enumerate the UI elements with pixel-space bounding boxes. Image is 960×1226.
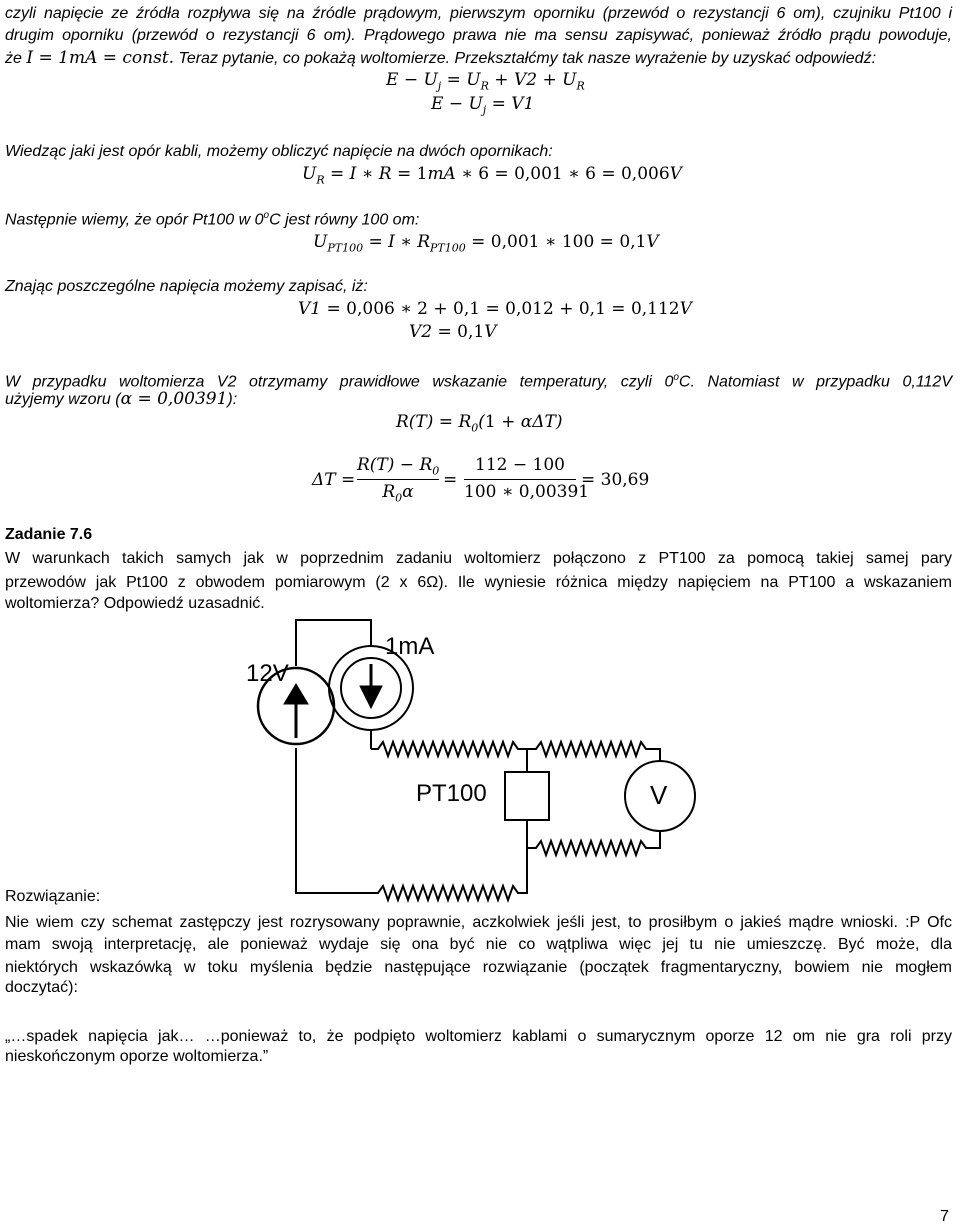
- equation-dt-result: = 30,69: [581, 470, 650, 490]
- solution-line-4: doczytać):: [5, 979, 78, 996]
- quote-line-2: nieskończonym oporze woltomierza.”: [5, 1048, 269, 1065]
- pt100-resistor: [505, 772, 549, 820]
- text-knowing: Znając poszczególne napięcia możemy zapisać, iż:: [5, 278, 368, 295]
- task-heading: Zadanie 7.6: [5, 526, 93, 543]
- text-voltmeter: W przypadku woltomierza V2 otrzymamy prawidłowe wskazanie temperatury, czyli 0$^o$C. Natomiast w przypadku 0,112V: [5, 372, 952, 391]
- equation-2: $E - U_j = V1$: [431, 94, 535, 117]
- task-line-2: przewodów jak Pt100 z obwodem pomiarowym (2 x 6Ω). Ile wyniesie różnica między napięciem na PT100 a wskazaniem: [5, 574, 952, 591]
- equation-dt-den1: $R_0\alpha$: [382, 482, 414, 505]
- wire-top: [296, 620, 371, 666]
- source-label: 12V: [246, 660, 289, 687]
- text-formula-intro: użyjemy wzoru (α = 0,00391):: [5, 389, 238, 409]
- solution-line-3: niektórych wskazówką w toku myślenia będzie następujące rozwiązanie (początek fragmentaryczny, bowiem nie mogłem: [5, 959, 952, 976]
- equals-sign: =: [443, 470, 458, 490]
- equation-v1: V1 = 0,006 ∗ 2 + 0,1 = 0,012 + 0,1 = 0,112V: [298, 299, 692, 319]
- equation-ur: $U_R = I$ ∗ R = 1mA ∗ 6 = 0,001 ∗ 6 = 0,006V: [302, 164, 682, 187]
- equation-upt100: $U_{PT100} = I$ ∗ $R_{PT100} = 0,001$ ∗ 100 = 0,1V: [313, 232, 659, 255]
- text-cables: Wiedząc jaki jest opór kabli, możemy obliczyć napięcie na dwóch opornikach:: [5, 143, 553, 160]
- intro-line-3: że I = 1mA = const. Teraz pytanie, co pokażą woltomierze. Przekształćmy tak nasze wyrażenie by uzyskać odpowiedź:: [5, 48, 877, 68]
- quote-line-1: „…spadek napięcia jak… …ponieważ to, że podpięto woltomierz kablami o sumarycznym oporze 12 om nie gra roli przy: [5, 1028, 952, 1045]
- equation-dt-den2: 100 ∗ 0,00391: [464, 482, 590, 502]
- text-pt100: Następnie wiemy, że opór Pt100 w 0$^o$C jest równy 100 om:: [5, 210, 420, 229]
- task-line-3: woltomierza? Odpowiedź uzasadnić.: [5, 595, 265, 612]
- solution-heading: Rozwiązanie:: [5, 888, 101, 905]
- sensor-label: PT100: [416, 780, 487, 807]
- page-number: 7: [940, 1208, 949, 1225]
- task-line-1: W warunkach takich samych jak w poprzednim zadaniu woltomierz połączono z PT100 za pomocą takiej samej pary: [5, 550, 952, 567]
- wire-coil-vm-top: [527, 742, 660, 761]
- wire-coil-bottom: [372, 848, 527, 900]
- current-label: 1mA: [385, 633, 435, 660]
- solution-line-2: mam swoją interpretację, ale ponieważ wydaje się ona być nie co wątpliwa więc jej tu nie umieszczę. Być może, dla: [5, 936, 952, 953]
- wire-coil-top: [371, 742, 527, 756]
- voltmeter-label: V: [650, 780, 668, 810]
- equation-dt-lhs: ΔT =: [312, 470, 356, 490]
- solution-line-1: Nie wiem czy schemat zastępczy jest rozrysowany poprawnie, aczkolwiek jeśli jest, to prosiłbym o jakieś mądre wnioski. :P Ofc: [5, 914, 952, 931]
- wire-coil-vm-bottom: [527, 830, 660, 855]
- equation-1: $E - U_j = U_R + V2 + U_R$: [386, 70, 585, 93]
- current-arrow-head: [360, 686, 382, 708]
- equation-dt-num1: $R(T) - R_0$: [357, 455, 440, 478]
- intro-line-2: drugim oporniku (przewód o rezystancji 6 om). Prądowego prawa nie ma sensu zapisywać, ponieważ źródło prądu powoduje,: [5, 27, 952, 44]
- wire-left-bottom: [296, 748, 372, 893]
- equation-dt-num2: 112 − 100: [475, 455, 565, 475]
- intro-line-1: czyli napięcie ze źródła rozpływa się na źródle prądowym, pierwszym oporniku (przewód o rezystancji 6 om), czujniku Pt100 i: [5, 5, 952, 22]
- equation-v2: V2 = 0,1V: [409, 322, 497, 342]
- equation-rt: $R(T) = R_0(1 + \alpha\Delta T)$: [396, 412, 563, 435]
